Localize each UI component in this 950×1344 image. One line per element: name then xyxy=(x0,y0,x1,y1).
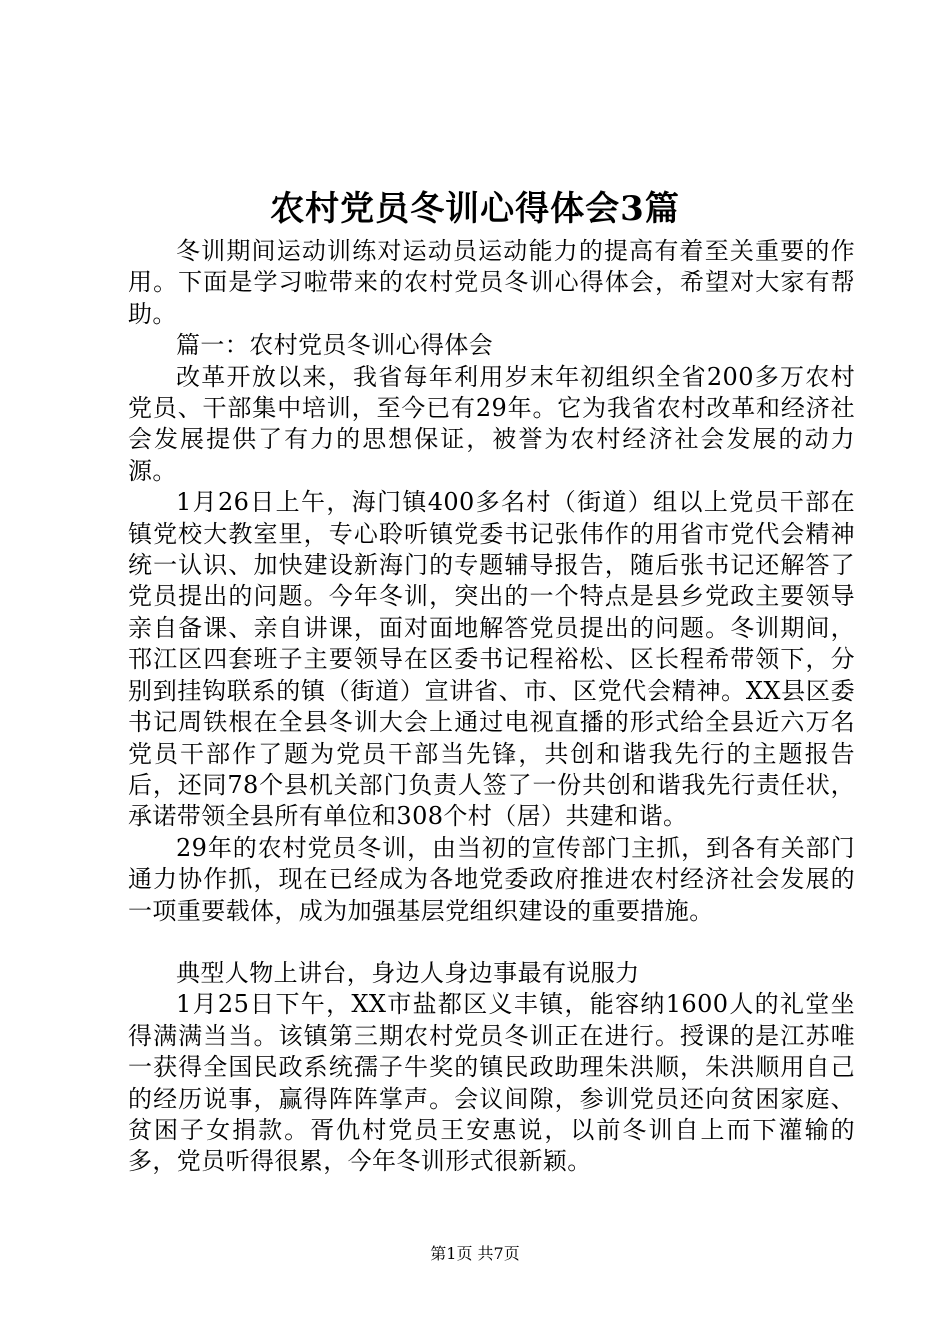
body-paragraph: 1月25日下午，XX市盐都区义丰镇，能容纳1600人的礼堂坐得满满当当。该镇第三期农村党员冬训正在进行。授课的是江苏唯一获得全国民政系统孺子牛奖的镇民政助理朱洪顺，朱洪顺用自己的经历说事，赢得阵阵掌声。会议间隙，参训党员还向贫困家庭、贫困子女捐款。胥仇村党员王安惠说，以前冬训自上而下灌输的多，党员听得很累，今年冬训形式很新颖。 xyxy=(128,990,855,1176)
document-title: 农村党员冬训心得体会3篇 xyxy=(270,189,680,229)
section-heading: 篇一：农村党员冬训心得体会 xyxy=(176,331,494,360)
document-body xyxy=(128,236,855,1178)
intro-paragraph: 冬训期间运动训练对运动员运动能力的提高有着至关重要的作用。下面是学习啦带来的农村党员冬训心得体会，希望对大家有帮助。 xyxy=(128,237,855,328)
subheading-paragraph: 典型人物上讲台，身边人身边事最有说服力 xyxy=(176,958,640,987)
paragraph-spacer xyxy=(128,927,855,958)
body-paragraph: 改革开放以来，我省每年利用岁末年初组织全省200多万农村党员、干部集中培训，至今已有29年。它为我省农村改革和经济社会发展提供了有力的思想保证，被誉为农村经济社会发展的动力源。 xyxy=(128,362,855,485)
page-number-footer: 第1页 共7页 xyxy=(430,1244,520,1263)
body-paragraph: 29年的农村党员冬训，由当初的宣传部门主抓，到各有关部门通力协作抓，现在已经成为各地党委政府推进农村经济社会发展的一项重要载体，成为加强基层党组织建设的重要措施。 xyxy=(128,833,855,925)
body-paragraph: 1月26日上午，海门镇400多名村（街道）组以上党员干部在镇党校大教室里，专心聆听镇党委书记张伟作的用省市党代会精神统一认识、加快建设新海门的专题辅导报告，随后张书记还解答了党员提出的问题。今年冬训，突出的一个特点是县乡党政主要领导亲自备课、亲自讲课，面对面地解答党员提出的问题。冬训期间，邗江区四套班子主要领导在区委书记程裕松、区长程希带领下，分别到挂钩联系的镇（街道）宣讲省、市、区党代会精神。XX县区委书记周铁根在全县冬训大会上通过电视直播的形式给全县近六万名党员干部作了题为党员干部当先锋，共创和谐我先行的主题报告后，还同78个县机关部门负责人签了一份共创和谐我先行责任状，承诺带领全县所有单位和308个村（居）共建和谐。 xyxy=(128,488,855,831)
